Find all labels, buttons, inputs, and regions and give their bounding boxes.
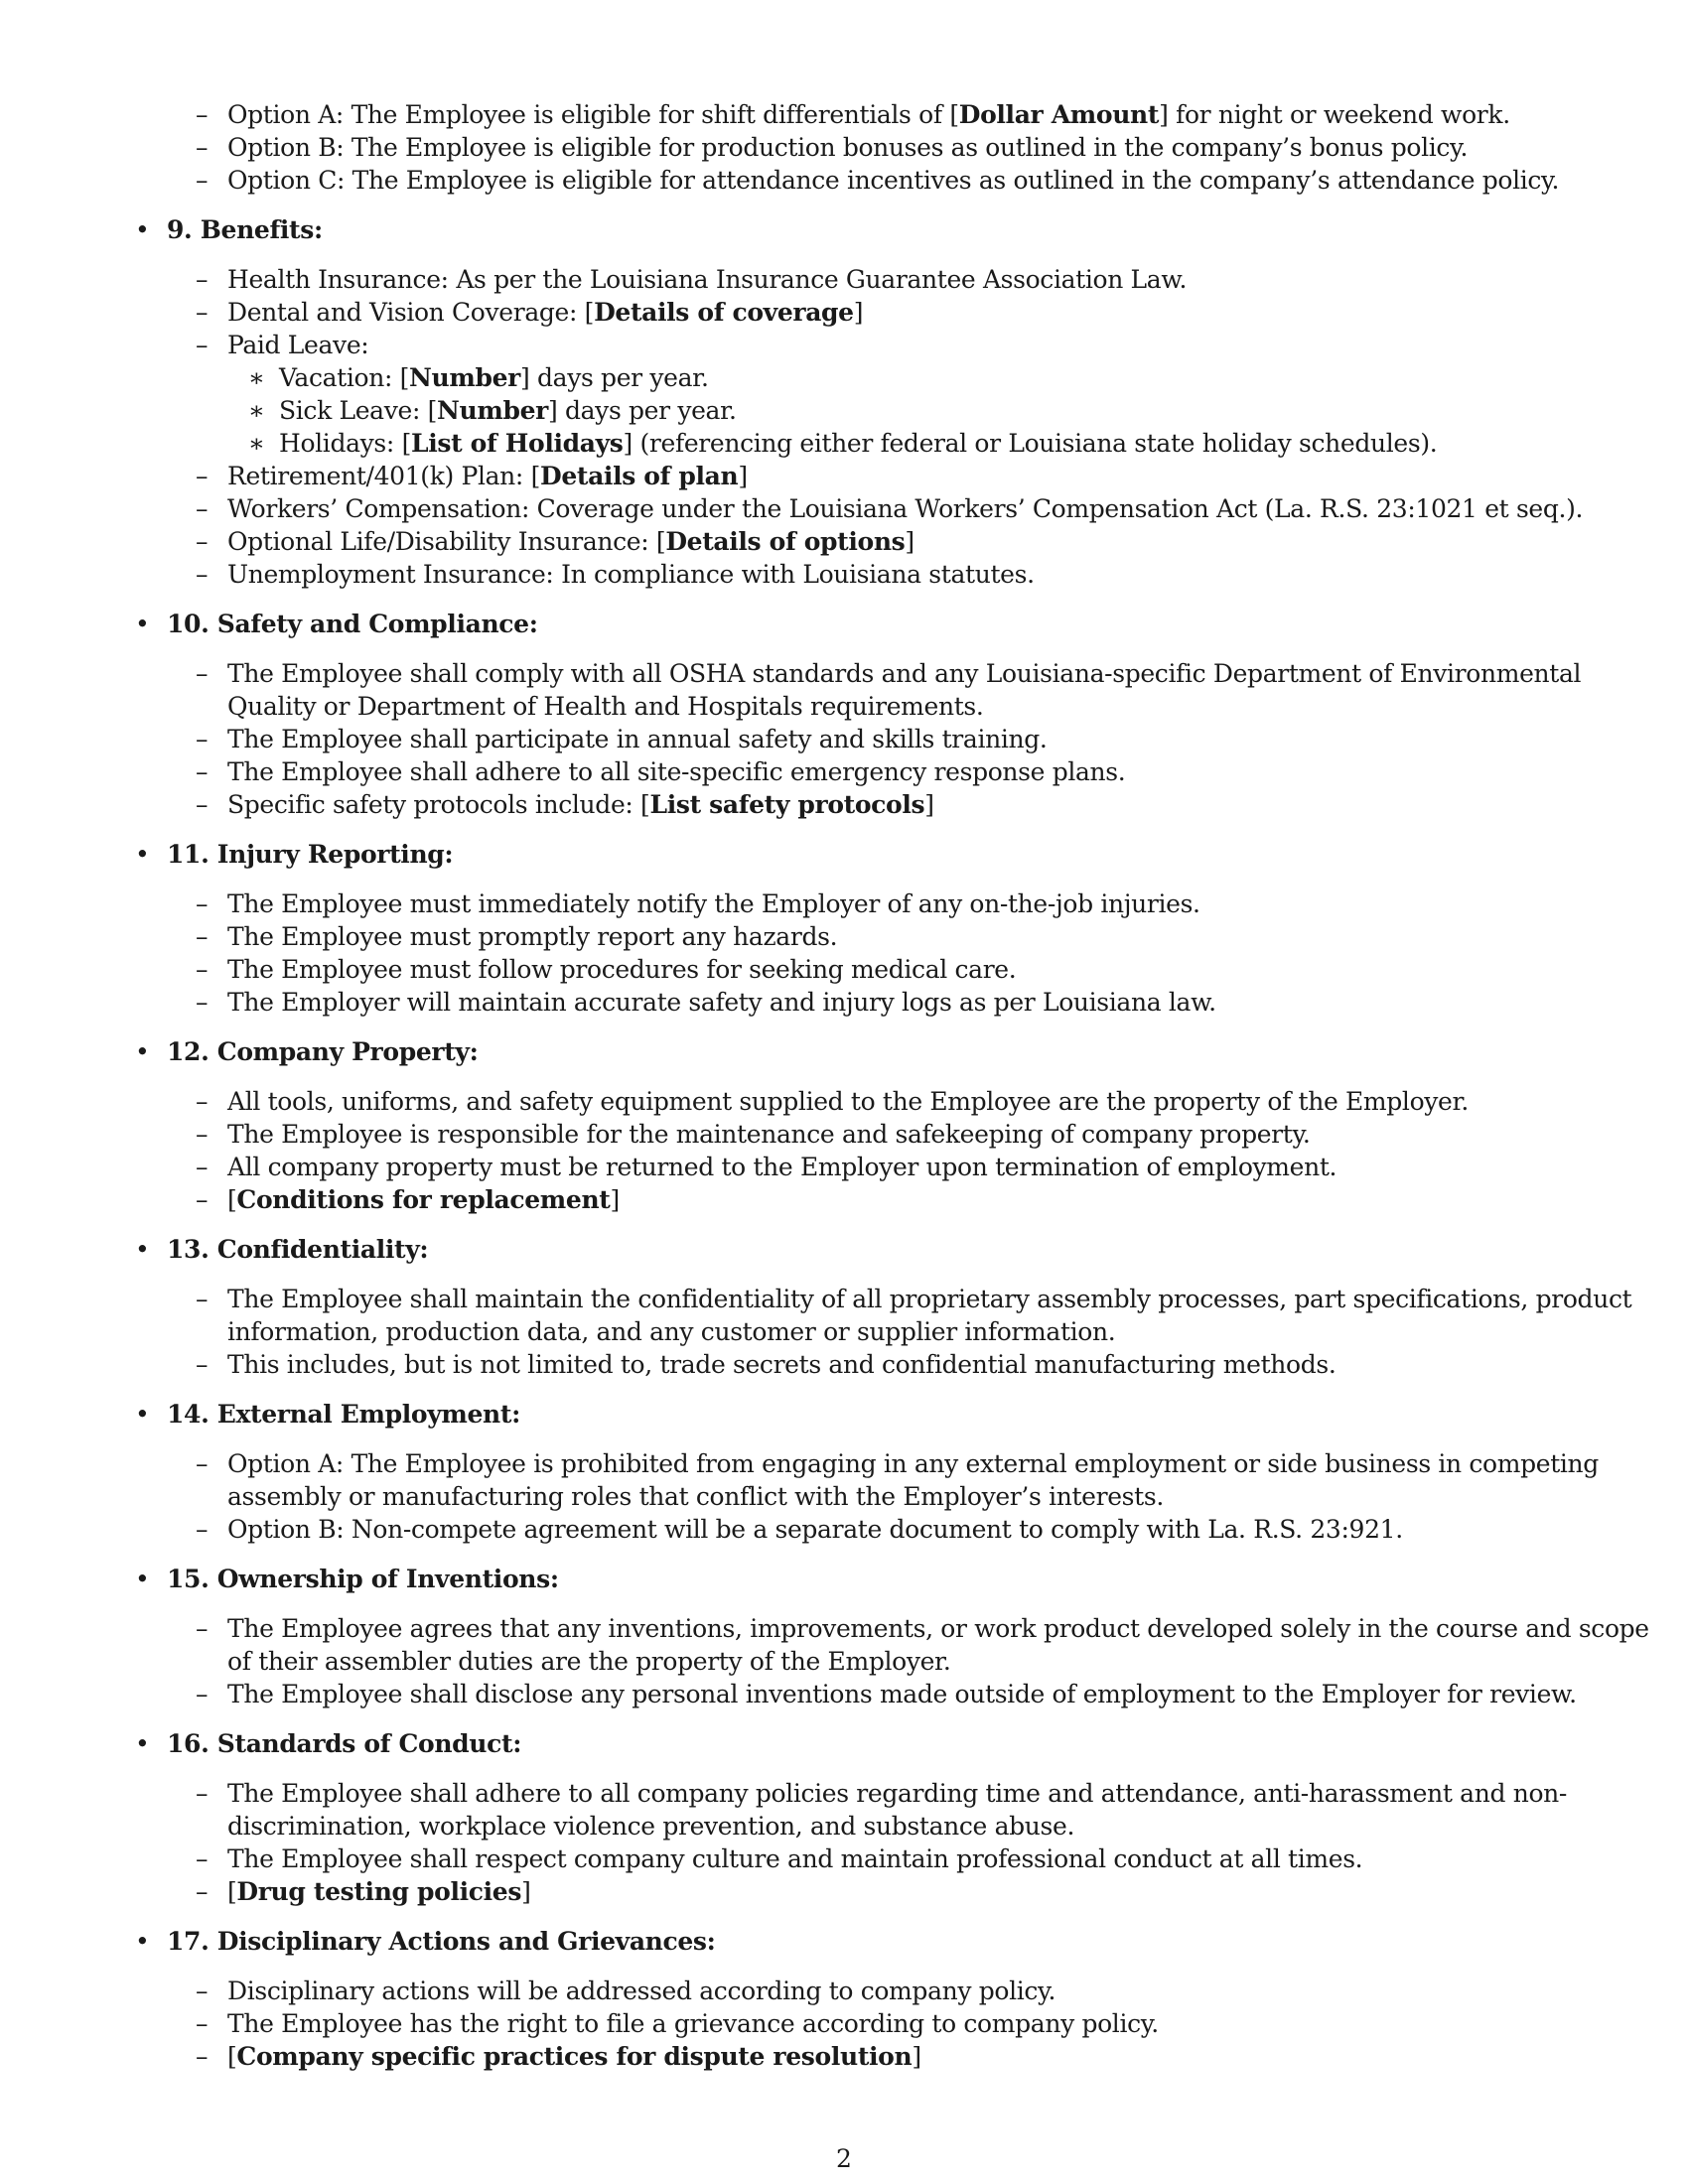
text-segment: Option C: The Employee is eligible for attendance incentives as outlined in the company’s attendance policy. bbox=[227, 166, 1560, 195]
dash-marker: – bbox=[196, 659, 209, 688]
dash-marker: – bbox=[196, 1977, 209, 2005]
text-segment: Disciplinary actions will be addressed according to company policy. bbox=[227, 1977, 1056, 2005]
text-segment: Option A: The Employee is prohibited from engaging in any external employment or side business in competing bbox=[227, 1449, 1599, 1478]
dash-marker: – bbox=[196, 1087, 209, 1116]
sub-list-item bbox=[279, 394, 737, 427]
dash-marker: – bbox=[196, 1680, 209, 1708]
text-segment: ] bbox=[905, 527, 914, 556]
text-segment: All tools, uniforms, and safety equipment supplied to the Employee are the property of the Employer. bbox=[227, 1087, 1469, 1116]
text-segment: The Employee shall participate in annual safety and skills training. bbox=[227, 725, 1048, 753]
list-item bbox=[227, 164, 1559, 197]
text-segment: The Employee agrees that any inventions, improvements, or work product developed solely in the course and scope bbox=[227, 1614, 1649, 1643]
list-item bbox=[227, 1843, 1362, 1875]
bullet-marker: • bbox=[135, 1235, 150, 1264]
section-heading: 17. Disciplinary Actions and Grievances: bbox=[167, 1927, 716, 1956]
list-item bbox=[227, 1678, 1577, 1710]
dash-marker: – bbox=[196, 494, 209, 523]
section-heading: 12. Company Property: bbox=[167, 1037, 479, 1066]
bullet-marker: • bbox=[135, 1729, 150, 1758]
text-segment: Paid Leave: bbox=[227, 331, 369, 359]
section-heading: 11. Injury Reporting: bbox=[167, 840, 454, 869]
list-item-continuation bbox=[227, 690, 983, 723]
text-segment: Option B: Non-compete agreement will be a separate document to comply with La. R.S. 23:921. bbox=[227, 1515, 1403, 1544]
text-segment: ] (referencing either federal or Louisiana state holiday schedules). bbox=[623, 429, 1438, 458]
list-item bbox=[227, 1777, 1567, 1810]
placeholder-field: Conditions for replacement bbox=[236, 1185, 611, 1214]
list-item bbox=[227, 1283, 1631, 1315]
dash-marker: – bbox=[196, 1153, 209, 1181]
text-segment: The Employer will maintain accurate safety and injury logs as per Louisiana law. bbox=[227, 988, 1216, 1017]
placeholder-field: Number bbox=[409, 363, 520, 392]
dash-marker: – bbox=[196, 790, 209, 819]
dash-marker: – bbox=[196, 1350, 209, 1379]
list-item bbox=[227, 460, 748, 492]
text-segment: discrimination, workplace violence prevention, and substance abuse. bbox=[227, 1812, 1075, 1841]
placeholder-field: Drug testing policies bbox=[236, 1877, 522, 1906]
placeholder-field: List of Holidays bbox=[410, 429, 624, 458]
list-item bbox=[227, 1118, 1311, 1151]
list-item bbox=[227, 657, 1581, 690]
list-item bbox=[227, 887, 1200, 920]
dash-marker: – bbox=[196, 757, 209, 786]
text-segment: Retirement/401(k) Plan: [ bbox=[227, 462, 540, 490]
sub-list-item bbox=[279, 427, 1437, 460]
bullet-marker: • bbox=[135, 610, 150, 638]
list-item bbox=[227, 920, 837, 953]
section-heading: 15. Ownership of Inventions: bbox=[167, 1565, 559, 1593]
text-segment: Option B: The Employee is eligible for production bonuses as outlined in the company’s bonus policy. bbox=[227, 133, 1469, 162]
list-item bbox=[227, 2040, 921, 2073]
bullet-marker: • bbox=[135, 1037, 150, 1066]
text-segment: ] bbox=[924, 790, 934, 819]
list-item bbox=[227, 1975, 1055, 2007]
bullet-marker: • bbox=[135, 1400, 150, 1429]
list-item bbox=[227, 98, 1510, 131]
list-item bbox=[227, 1612, 1649, 1645]
list-item bbox=[227, 131, 1468, 164]
text-segment: assembly or manufacturing roles that conflict with the Employer’s interests. bbox=[227, 1482, 1164, 1511]
text-segment: ] bbox=[853, 298, 864, 327]
list-item bbox=[227, 525, 914, 558]
section-heading: 14. External Employment: bbox=[167, 1400, 520, 1429]
text-segment: The Employee shall comply with all OSHA standards and any Louisiana-specific Department of Environmental bbox=[227, 659, 1582, 688]
list-item bbox=[227, 329, 368, 361]
text-segment: Unemployment Insurance: In compliance with Louisiana statutes. bbox=[227, 560, 1035, 589]
list-item bbox=[227, 492, 1583, 525]
placeholder-field: List safety protocols bbox=[649, 790, 925, 819]
text-segment: Specific safety protocols include: [ bbox=[227, 790, 650, 819]
dash-marker: – bbox=[196, 1120, 209, 1149]
text-segment: The Employee shall maintain the confidentiality of all proprietary assembly processes, part specifications, product bbox=[227, 1285, 1632, 1313]
dash-marker: – bbox=[196, 1844, 209, 1873]
list-item bbox=[227, 296, 863, 329]
placeholder-field: Dollar Amount bbox=[958, 100, 1160, 129]
dash-marker: – bbox=[196, 955, 209, 984]
dash-marker: – bbox=[196, 331, 209, 359]
list-item bbox=[227, 788, 934, 821]
page-number: 2 bbox=[836, 2144, 852, 2173]
text-segment: ] days per year. bbox=[547, 396, 737, 425]
list-item bbox=[227, 986, 1216, 1019]
list-item bbox=[227, 953, 1016, 986]
list-item-continuation bbox=[227, 1810, 1074, 1843]
text-segment: [ bbox=[227, 1877, 237, 1906]
text-segment: This includes, but is not limited to, trade secrets and confidential manufacturing methods. bbox=[227, 1350, 1336, 1379]
text-segment: ] bbox=[610, 1185, 620, 1214]
placeholder-field: Number bbox=[437, 396, 548, 425]
dash-marker: – bbox=[196, 988, 209, 1017]
text-segment: [ bbox=[227, 2042, 237, 2071]
text-segment: ] days per year. bbox=[520, 363, 709, 392]
list-item-continuation bbox=[227, 1315, 1115, 1348]
section-heading: 10. Safety and Compliance: bbox=[167, 610, 538, 638]
dash-marker: – bbox=[196, 2009, 209, 2038]
dash-marker: – bbox=[196, 1185, 209, 1214]
text-segment: The Employee shall respect company culture and maintain professional conduct at all times. bbox=[227, 1844, 1363, 1873]
dash-marker: – bbox=[196, 560, 209, 589]
dash-marker: – bbox=[196, 265, 209, 294]
text-segment: Optional Life/Disability Insurance: [ bbox=[227, 527, 666, 556]
text-segment: Health Insurance: As per the Louisiana Insurance Guarantee Association Law. bbox=[227, 265, 1188, 294]
dash-marker: – bbox=[196, 1285, 209, 1313]
list-item bbox=[227, 263, 1187, 296]
dash-marker: – bbox=[196, 889, 209, 918]
list-item-continuation bbox=[227, 1645, 950, 1678]
text-segment: ] bbox=[738, 462, 748, 490]
asterisk-marker: ∗ bbox=[248, 396, 265, 425]
dash-marker: – bbox=[196, 1877, 209, 1906]
placeholder-field: Company specific practices for dispute resolution bbox=[236, 2042, 913, 2071]
dash-marker: – bbox=[196, 462, 209, 490]
dash-marker: – bbox=[196, 133, 209, 162]
bullet-marker: • bbox=[135, 840, 150, 869]
dash-marker: – bbox=[196, 527, 209, 556]
list-item bbox=[227, 558, 1035, 591]
placeholder-field: Details of options bbox=[665, 527, 906, 556]
text-segment: The Employee must follow procedures for seeking medical care. bbox=[227, 955, 1017, 984]
text-segment: The Employee must immediately notify the Employer of any on-the-job injuries. bbox=[227, 889, 1200, 918]
bullet-marker: • bbox=[135, 1565, 150, 1593]
list-item bbox=[227, 1151, 1336, 1183]
text-segment: Sick Leave: [ bbox=[279, 396, 438, 425]
text-segment: ] bbox=[521, 1877, 531, 1906]
text-segment: [ bbox=[227, 1185, 237, 1214]
text-segment: [ bbox=[949, 100, 959, 129]
bullet-marker: • bbox=[135, 1927, 150, 1956]
dash-marker: – bbox=[196, 922, 209, 951]
dash-marker: – bbox=[196, 725, 209, 753]
asterisk-marker: ∗ bbox=[248, 363, 265, 392]
dash-marker: – bbox=[196, 1449, 209, 1478]
text-segment: Option A: The Employee is eligible for shift differentials of bbox=[227, 100, 950, 129]
text-segment: ] for night or weekend work. bbox=[1159, 100, 1510, 129]
list-item bbox=[227, 1085, 1469, 1118]
text-segment: The Employee shall adhere to all site-specific emergency response plans. bbox=[227, 757, 1126, 786]
sub-list-item bbox=[279, 361, 709, 394]
list-item-continuation bbox=[227, 1480, 1164, 1513]
dash-marker: – bbox=[196, 100, 209, 129]
text-segment: Holidays: [ bbox=[279, 429, 411, 458]
list-item bbox=[227, 1447, 1599, 1480]
section-heading: 9. Benefits: bbox=[167, 215, 323, 244]
text-segment: All company property must be returned to the Employer upon termination of employment. bbox=[227, 1153, 1337, 1181]
placeholder-field: Details of plan bbox=[540, 462, 739, 490]
text-segment: Quality or Department of Health and Hospitals requirements. bbox=[227, 692, 984, 721]
section-heading: 16. Standards of Conduct: bbox=[167, 1729, 522, 1758]
text-segment: Vacation: [ bbox=[279, 363, 410, 392]
list-item bbox=[227, 1183, 620, 1216]
text-segment: The Employee must promptly report any hazards. bbox=[227, 922, 838, 951]
dash-marker: – bbox=[196, 298, 209, 327]
text-segment: of their assembler duties are the property of the Employer. bbox=[227, 1647, 951, 1676]
bullet-marker: • bbox=[135, 215, 150, 244]
list-item bbox=[227, 2007, 1159, 2040]
list-item bbox=[227, 1348, 1336, 1381]
list-item bbox=[227, 1513, 1403, 1546]
dash-marker: – bbox=[196, 2042, 209, 2071]
dash-marker: – bbox=[196, 166, 209, 195]
text-segment: information, production data, and any customer or supplier information. bbox=[227, 1317, 1116, 1346]
section-heading: 13. Confidentiality: bbox=[167, 1235, 429, 1264]
placeholder-field: Details of coverage bbox=[594, 298, 854, 327]
list-item bbox=[227, 1875, 530, 1908]
text-segment: Dental and Vision Coverage: [ bbox=[227, 298, 595, 327]
list-item bbox=[227, 723, 1048, 755]
dash-marker: – bbox=[196, 1515, 209, 1544]
text-segment: The Employee has the right to file a grievance according to company policy. bbox=[227, 2009, 1159, 2038]
dash-marker: – bbox=[196, 1779, 209, 1808]
text-segment: Workers’ Compensation: Coverage under the Louisiana Workers’ Compensation Act (La. R.S. 23:1021 et seq.). bbox=[227, 494, 1584, 523]
dash-marker: – bbox=[196, 1614, 209, 1643]
text-segment: The Employee is responsible for the maintenance and safekeeping of company property. bbox=[227, 1120, 1311, 1149]
list-item bbox=[227, 755, 1125, 788]
asterisk-marker: ∗ bbox=[248, 429, 265, 458]
text-segment: ] bbox=[912, 2042, 921, 2071]
text-segment: The Employee shall adhere to all company policies regarding time and attendance, anti-harassment and non- bbox=[227, 1779, 1568, 1808]
text-segment: The Employee shall disclose any personal inventions made outside of employment to the Employer for review. bbox=[227, 1680, 1577, 1708]
